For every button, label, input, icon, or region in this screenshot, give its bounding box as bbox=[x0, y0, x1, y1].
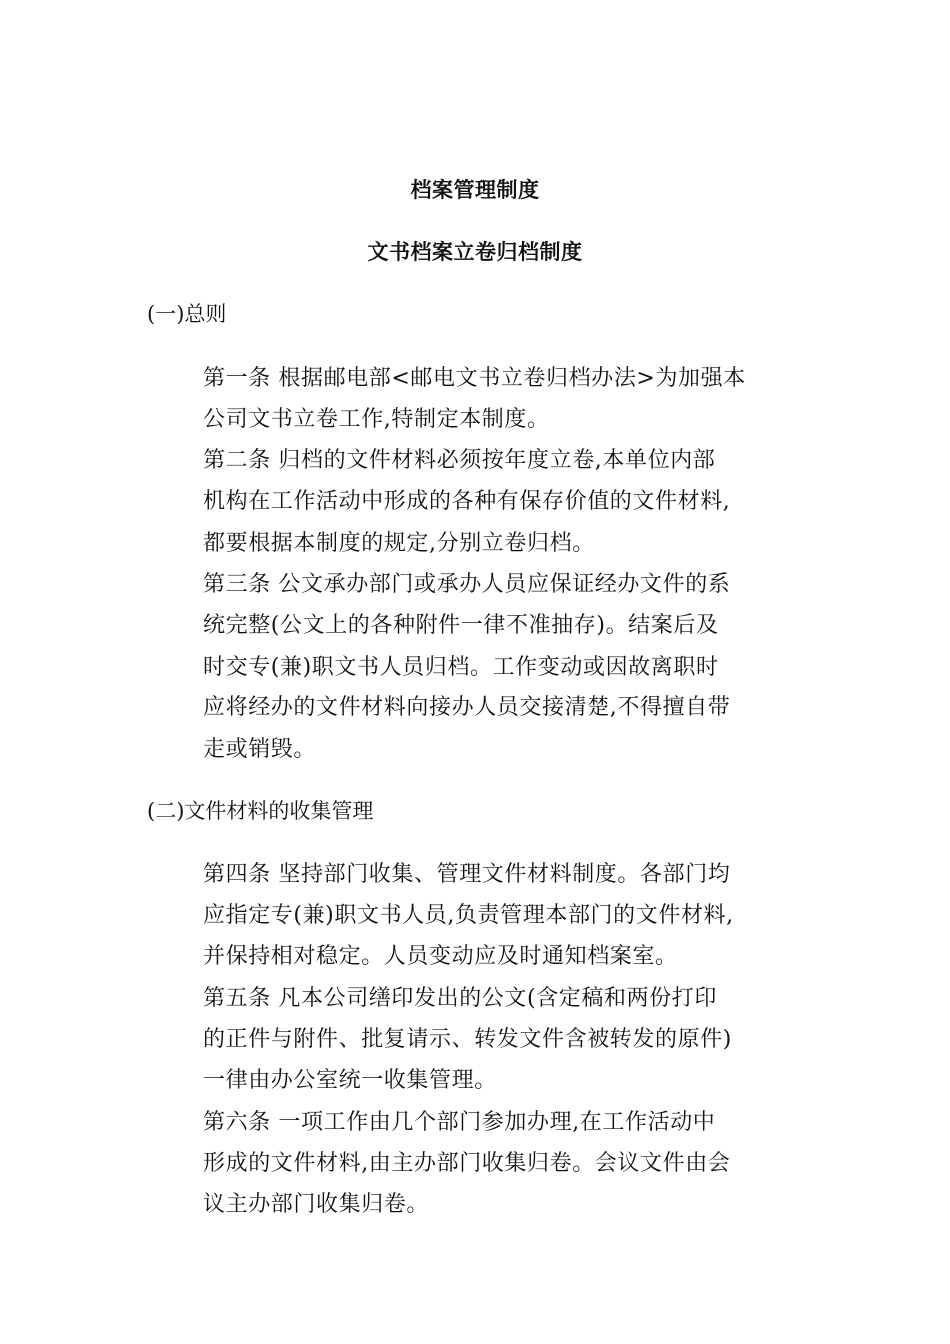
paragraph-line: 并保持相对稳定。人员变动应及时通知档案室。 bbox=[203, 944, 678, 969]
section-heading-collection: (二)文件材料的收集管理 bbox=[147, 799, 374, 823]
paragraph-line: 都要根据本制度的规定,分别立卷归档。 bbox=[203, 531, 595, 556]
paragraph-line: 第六条 一项工作由几个部门参加办理,在工作活动中 bbox=[203, 1110, 716, 1135]
paragraph-line: 第三条 公文承办部门或承办人员应保证经办文件的系 bbox=[203, 572, 731, 597]
section-heading-general: (一)总则 bbox=[147, 302, 227, 326]
paragraph-line: 的正件与附件、批复请示、转发文件含被转发的原件) bbox=[203, 1027, 732, 1052]
paragraph-line: 第一条 根据邮电部<邮电文书立卷归档办法>为加强本 bbox=[203, 366, 746, 391]
paragraph-line: 第二条 归档的文件材料必须按年度立卷,本单位内部 bbox=[203, 448, 716, 473]
paragraph-line: 时交专(兼)职文书人员归档。工作变动或因故离职时 bbox=[203, 655, 719, 680]
paragraph-line: 形成的文件材料,由主办部门收集归卷。会议文件由会 bbox=[203, 1151, 731, 1176]
paragraph-line: 走或销毁。 bbox=[203, 737, 317, 762]
paragraph-line: 应指定专(兼)职文书人员,负责管理本部门的文件材料, bbox=[203, 903, 734, 928]
document-subtitle: 文书档案立卷归档制度 bbox=[367, 240, 583, 264]
paragraph-line: 应将经办的文件材料向接办人员交接清楚,不得擅自带 bbox=[203, 695, 731, 720]
paragraph-line: 议主办部门收集归卷。 bbox=[203, 1192, 430, 1217]
paragraph-line: 第五条 凡本公司缮印发出的公文(含定稿和两份打印 bbox=[203, 986, 717, 1011]
document-title: 档案管理制度 bbox=[410, 178, 540, 202]
paragraph-line: 机构在工作活动中形成的各种有保存价值的文件材料, bbox=[203, 489, 731, 514]
paragraph-line: 第四条 坚持部门收集、管理文件材料制度。各部门均 bbox=[203, 862, 731, 887]
paragraph-line: 一律由办公室统一收集管理。 bbox=[203, 1068, 497, 1093]
paragraph-line: 公司文书立卷工作,特制定本制度。 bbox=[203, 407, 550, 432]
paragraph-line: 统完整(公文上的各种附件一律不准抽存)。结案后及 bbox=[203, 613, 719, 638]
